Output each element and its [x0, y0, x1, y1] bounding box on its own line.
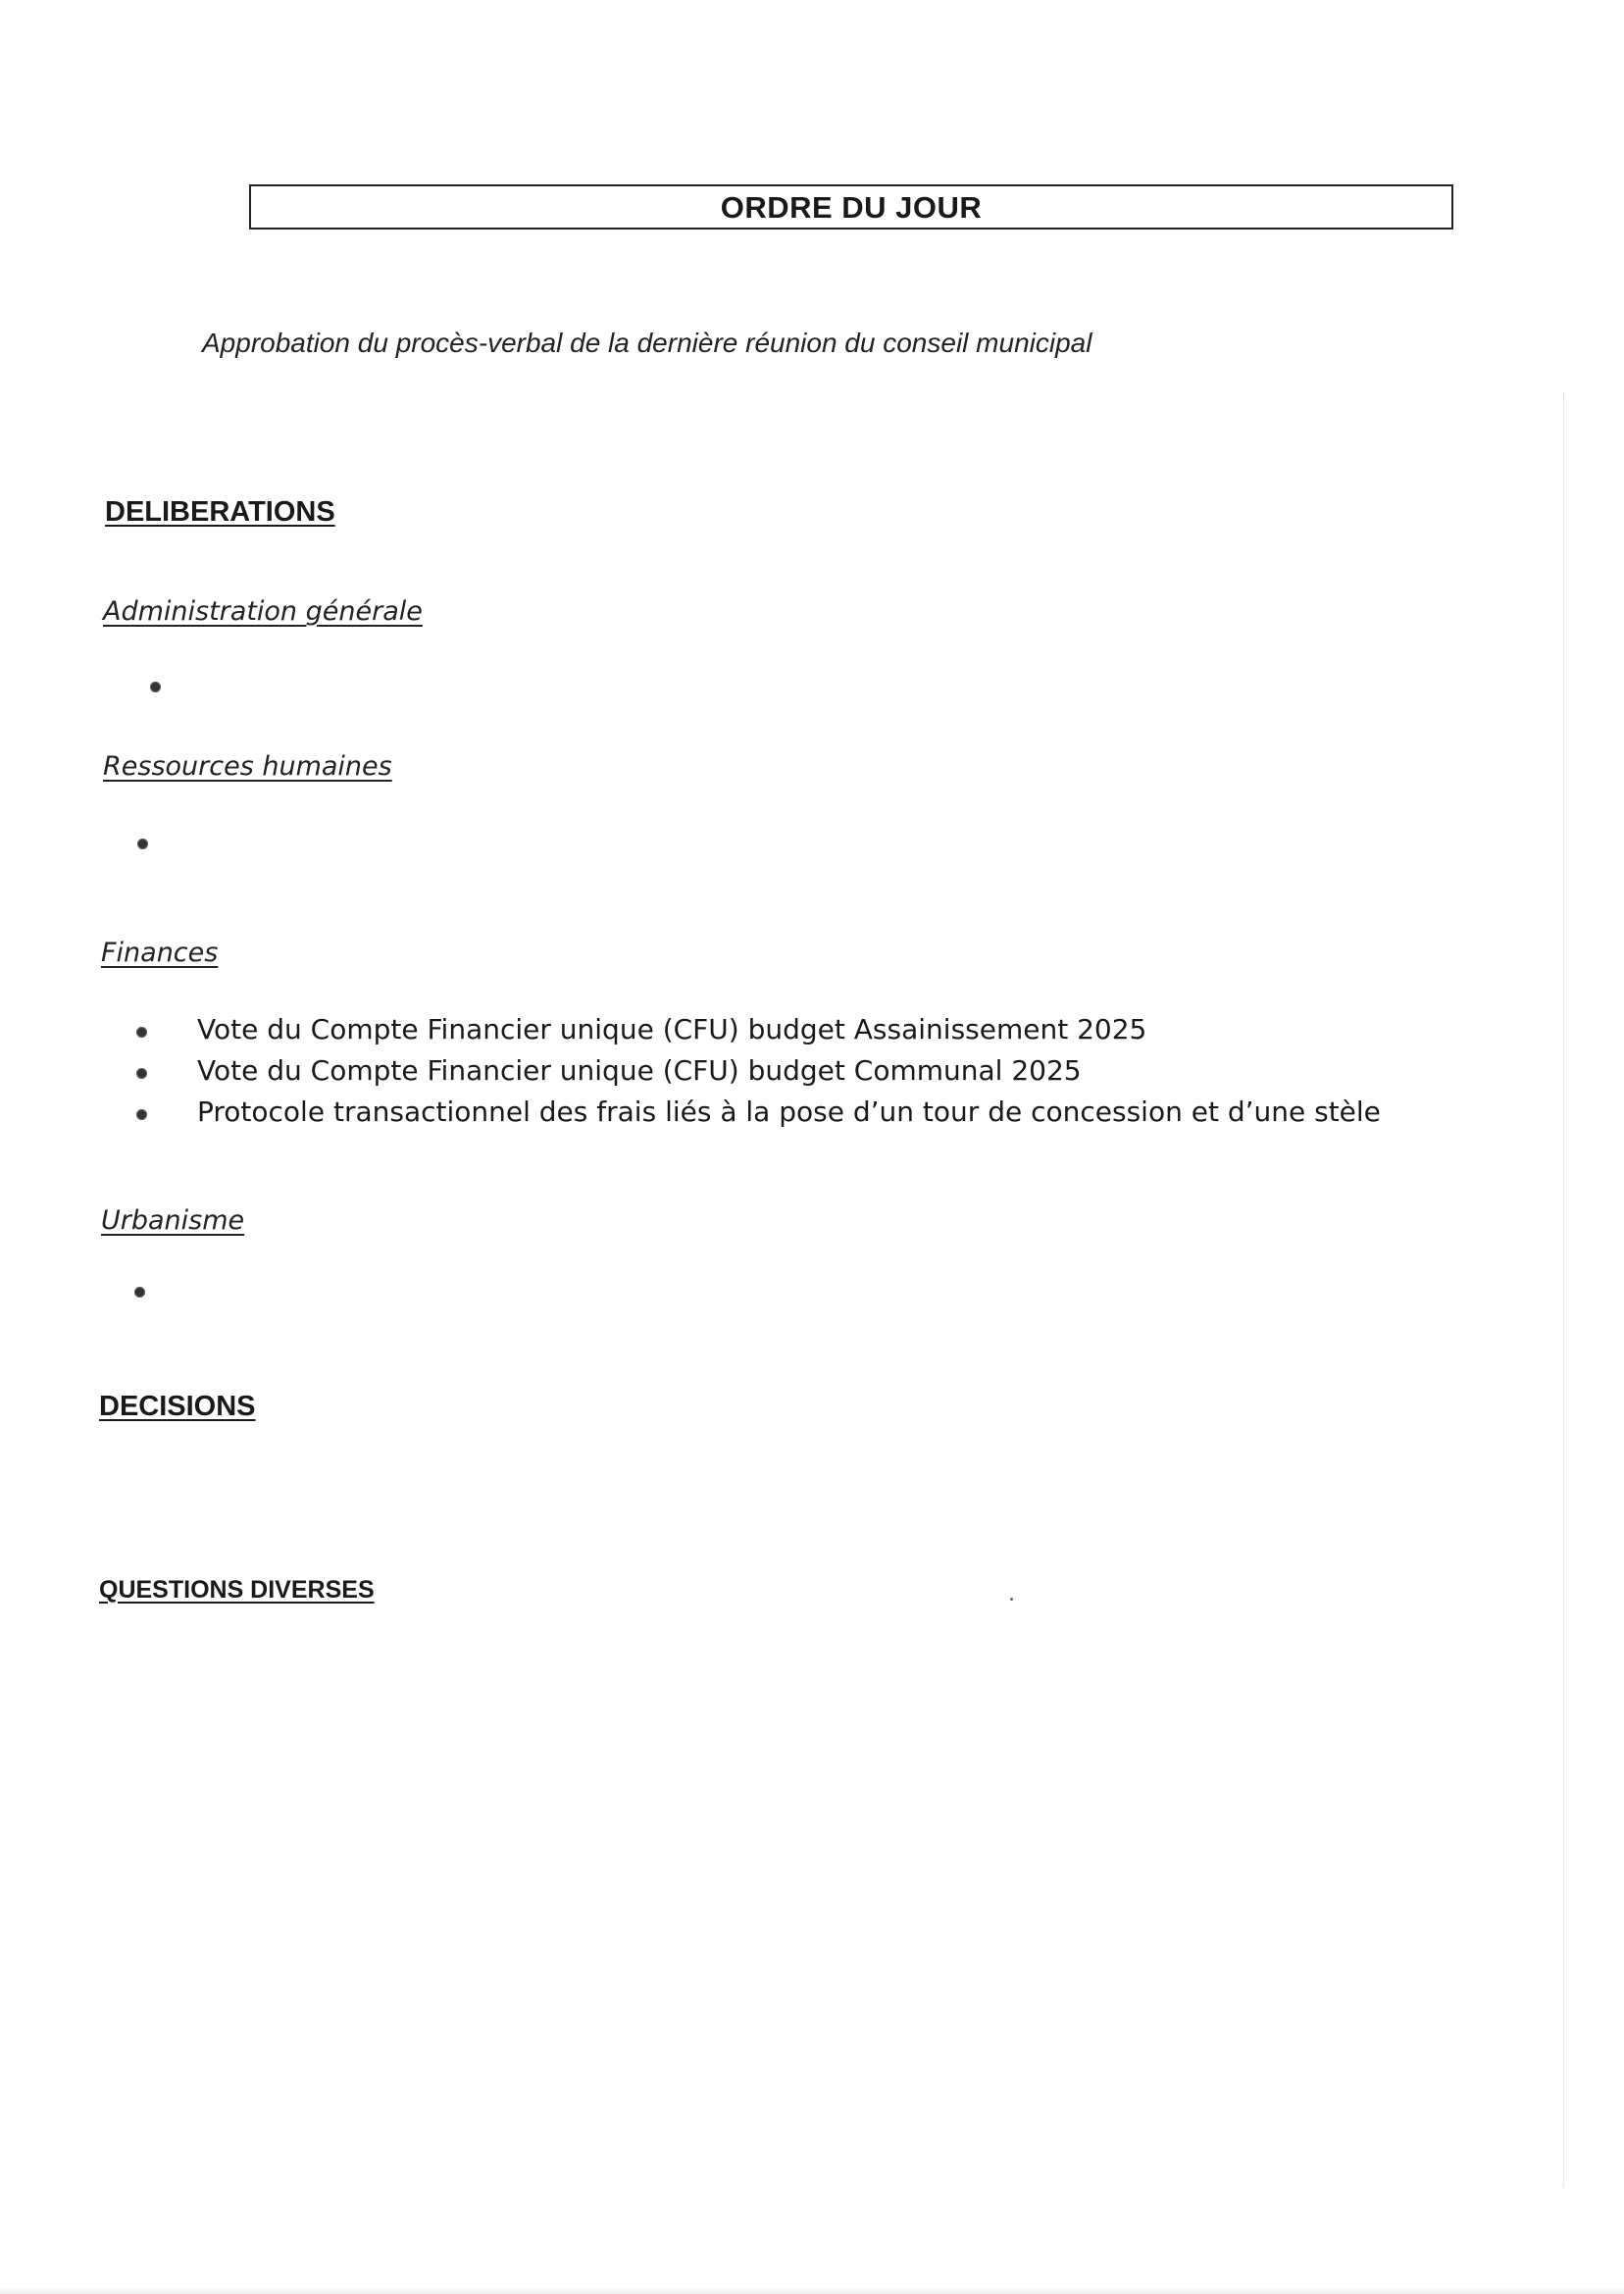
page-title: ORDRE DU JOUR — [720, 190, 983, 225]
deliberations-heading: DELIBERATIONS — [105, 496, 335, 528]
subsection-ressources-humaines: Ressources humaines — [103, 751, 392, 782]
finances-item-protocole-transactionnel: Protocole transactionnel des frais liés à la pose d’un tour de concession et d’une stèle — [197, 1096, 1381, 1128]
list-item-bullet — [136, 1027, 147, 1038]
subsection-administration-generale: Administration générale — [103, 596, 423, 627]
scan-speck — [1010, 1598, 1013, 1601]
list-item-bullet — [150, 682, 161, 692]
scan-edge-line — [1563, 392, 1564, 2187]
list-item-bullet — [137, 839, 148, 849]
approval-line: Approbation du procès-verbal de la dernière réunion du conseil municipal — [202, 328, 1092, 358]
list-item-bullet — [136, 1068, 147, 1079]
title-box — [249, 184, 1453, 229]
scan-bottom-edge — [0, 2287, 1624, 2294]
questions-diverses-heading: QUESTIONS DIVERSES — [99, 1576, 375, 1604]
decisions-heading: DECISIONS — [99, 1391, 256, 1422]
finances-item-cfu-communal: Vote du Compte Financier unique (CFU) budget Communal 2025 — [197, 1054, 1082, 1087]
subsection-finances: Finances — [101, 938, 219, 968]
subsection-urbanisme: Urbanisme — [101, 1205, 245, 1236]
list-item-bullet — [136, 1109, 147, 1120]
finances-item-cfu-assainissement: Vote du Compte Financier unique (CFU) budget Assainissement 2025 — [197, 1013, 1147, 1045]
list-item-bullet — [134, 1287, 145, 1298]
